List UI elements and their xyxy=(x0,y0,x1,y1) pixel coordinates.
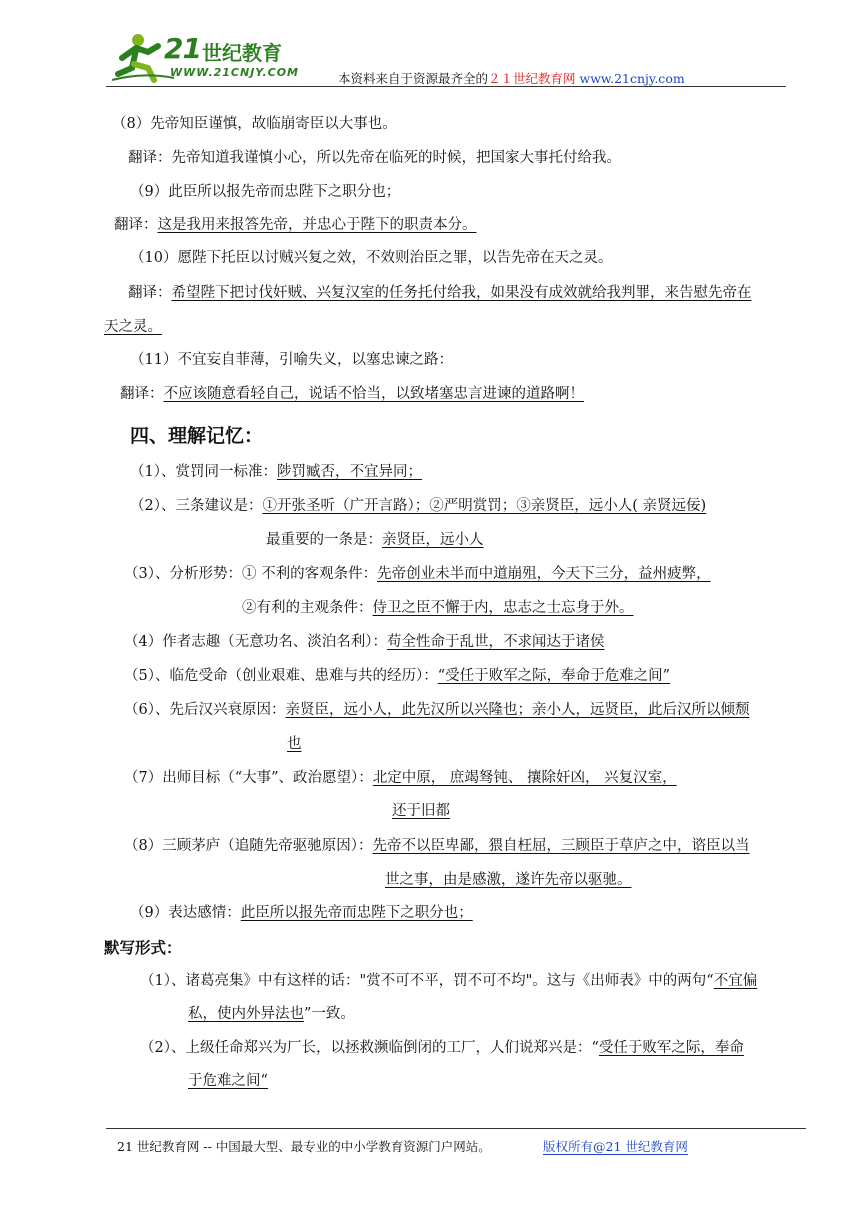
item-9: （9）此臣所以报先帝而忠陛下之职分也； xyxy=(130,184,401,200)
memory-item-3-favorable xyxy=(242,598,634,618)
dictation-1 xyxy=(140,971,757,991)
item-11: （11）不宜妄自菲薄，引喻失义，以塞忠谏之路： xyxy=(130,352,453,368)
footer-copyright-link[interactable]: 版权所有@21 世纪教育网 xyxy=(543,1139,688,1154)
memory-item-6 xyxy=(124,700,749,720)
item-9-translation xyxy=(114,215,477,235)
item-answer: 苟全性命于乱世，不求闻达于诸侯 xyxy=(386,634,605,650)
memory-item-1 xyxy=(130,462,422,482)
item-8: （8）先帝知臣谨慎，故临崩寄臣以大事也。 xyxy=(112,116,397,132)
section-heading-4: 四、理解记忆： xyxy=(130,425,264,447)
item-answer: 侍卫之臣不懈于内，忠志之士忘身于外。 xyxy=(372,600,634,616)
translation-label: 翻译： xyxy=(128,285,172,301)
footer-divider xyxy=(106,1128,806,1129)
header-note xyxy=(338,69,685,87)
item-10-answer: 希望陛下把讨伐奸贼、兴复汉室的任务托付给我，如果没有成效就给我判罪，来告慰先帝在 xyxy=(171,285,752,301)
memory-item-2 xyxy=(130,496,706,516)
item-10-translation xyxy=(128,283,752,303)
memory-item-7 xyxy=(124,768,677,788)
item-answer: 此臣所以报先帝而忠陛下之职分也； xyxy=(240,905,473,921)
dictation-1-cont xyxy=(188,1004,355,1024)
translation-label: 翻译： xyxy=(120,386,164,402)
item-answer: ①开张圣听（广开言路）；②严明赏罚；③亲贤臣，远小人( 亲贤远佞) xyxy=(262,498,707,514)
memory-item-5 xyxy=(124,666,670,686)
question-text: （2）、上级任命郑兴为厂长，以拯救濒临倒闭的工厂，人们说郑兴是：“ xyxy=(140,1040,599,1056)
item-label: ②有利的主观条件： xyxy=(242,600,373,616)
item-label: （7）出师目标（“大事”、政治愿望）： xyxy=(124,770,373,786)
question-text: ”一致。 xyxy=(304,1006,355,1022)
translation-label: 翻译： xyxy=(114,217,158,233)
item-label: （6）、先后汉兴衰原因： xyxy=(124,702,286,718)
dictation-2 xyxy=(140,1038,744,1058)
item-label: （5）、临危受命（创业艰难、患难与共的经历）： xyxy=(124,668,438,684)
item-answer: 北定中原， 庶竭驽钝、 攘除奸凶， 兴复汉室， xyxy=(372,770,677,786)
item-label: （3）、分析形势：① 不利的客观条件： xyxy=(124,566,378,582)
memory-item-8-cont: 世之事，由是感激，遂许先帝以驱驰。 xyxy=(385,872,632,888)
memory-item-3 xyxy=(124,564,711,584)
question-answer: 私，使内外异法也 xyxy=(188,1006,304,1022)
header-divider xyxy=(106,86,786,87)
item-answer: “受任于败军之际，奉命于危难之间” xyxy=(437,668,671,684)
header-note-prefix: 本资料来自于资源最齐全的 xyxy=(338,71,489,86)
footer-left: 21 世纪教育网 -- 中国最大型、最专业的中小学教育资源门户网站。 xyxy=(117,1139,491,1154)
question-answer: 不宜偏 xyxy=(713,973,758,989)
item-9-answer: 这是我用来报答先帝，并忠心于陛下的职责本分。 xyxy=(157,217,477,233)
item-answer: 亲贤臣，远小人，此先汉所以兴隆也；亲小人，远贤臣，此后汉所以倾颓 xyxy=(285,702,750,718)
item-label: （1）、赏罚同一标准： xyxy=(130,464,277,480)
item-answer: 亲贤臣，远小人 xyxy=(382,532,484,548)
item-8-translation: 翻译：先帝知道我谨慎小心，所以先帝在临死的时候，把国家大事托付给我。 xyxy=(128,150,621,166)
item-label: （2）、三条建议是： xyxy=(130,498,263,514)
item-10: （10）愿陛下托臣以讨贼兴复之效，不效则治臣之罪，以告先帝在天之灵。 xyxy=(130,250,613,266)
header-note-brand: ２１世纪教育网 xyxy=(488,71,576,86)
question-answer: 受任于败军之际，奉命 xyxy=(598,1040,744,1056)
logo-text-cn: 世纪教育 xyxy=(202,41,282,65)
memory-item-9 xyxy=(130,903,473,923)
logo-url: WWW.21CNJY.COM xyxy=(170,66,299,79)
memory-item-2-key xyxy=(266,530,484,550)
item-label: 最重要的一条是： xyxy=(266,532,382,548)
item-11-answer: 不应该随意看轻自己，说话不恰当，以致堵塞忠言进谏的道路啊！ xyxy=(163,386,584,402)
item-answer: 先帝创业未半而中道崩殂，今天下三分，益州疲弊， xyxy=(377,566,711,582)
item-label: （9）表达感情： xyxy=(130,905,241,921)
memory-item-6-cont: 也 xyxy=(287,736,302,752)
question-text: （1）、诸葛亮集》中有这样的话："赏不可不平，罚不可不均"。这与《出师表》中的两句“ xyxy=(140,973,714,989)
dictation-heading: 默写形式： xyxy=(104,939,182,957)
item-11-translation xyxy=(120,384,584,404)
logo-text-21: 21 xyxy=(164,32,201,65)
item-10-answer-cont: 天之灵。 xyxy=(104,319,162,335)
header-note-url[interactable]: www.21cnjy.com xyxy=(579,71,685,86)
item-answer: 陟罚臧否，不宜异同； xyxy=(276,464,422,480)
memory-item-4 xyxy=(124,632,604,652)
item-answer: 先帝不以臣卑鄙，猥自枉屈，三顾臣于草庐之中，谘臣以当 xyxy=(372,838,750,854)
memory-item-8 xyxy=(124,836,749,856)
item-label: （8）三顾茅庐（追随先帝驱驰原因）： xyxy=(124,838,373,854)
memory-item-7-cont: 还于旧都 xyxy=(392,803,450,819)
dictation-2-cont: 于危难之间“ xyxy=(188,1073,268,1089)
item-label: （4）作者志趣（无意功名、淡泊名利）： xyxy=(124,634,387,650)
site-logo xyxy=(108,28,318,84)
